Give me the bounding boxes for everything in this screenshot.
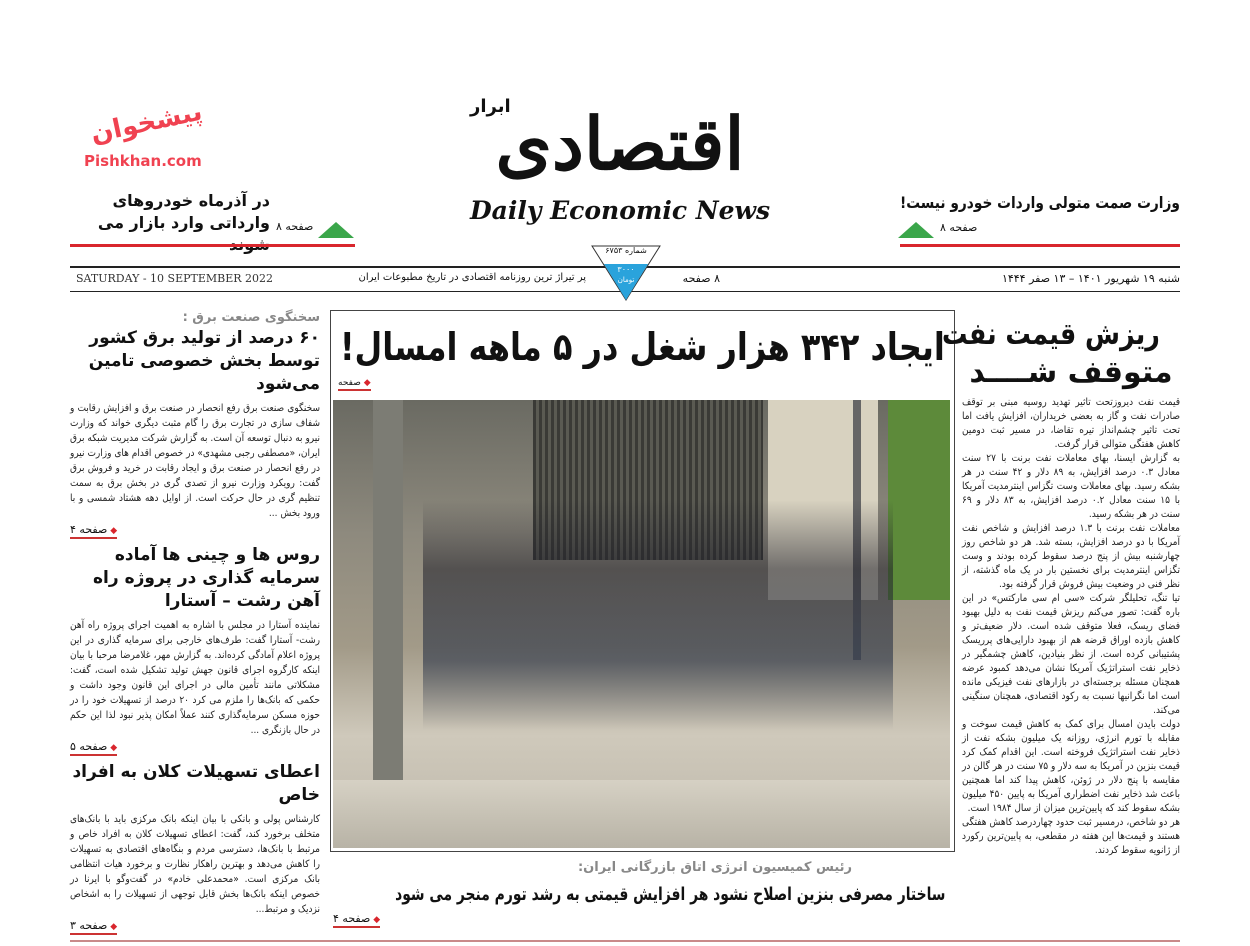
page-link[interactable]: ◆ صفحه ۵ (70, 740, 117, 756)
teaser-right-wrap (900, 192, 1180, 214)
page-link[interactable]: ◆ صفحه ۳ (70, 919, 117, 935)
page-link[interactable]: ◆ صفحه ۴ (70, 523, 117, 539)
triangle-icon (898, 222, 934, 238)
oil-article-body (962, 396, 1180, 858)
headline[interactable]: اعطای تسهیلات کلان به افراد خاص (72, 762, 320, 805)
paragraph: دولت بایدن امسال برای کمک به کاهش قیمت سوخت و مقابله با تورم انرژی، روزانه یک میلیون بشکه نفت از ذخایر نفت استراتژیک فروخته است. این اقدام کمک کرد قیمت بنزین در آمریکا به سه دلار و ۷۵ سنت در هر گالن در مقایسه با پنج دلار در ژوئن، کاهش پیدا کند اما همچنین باعث شد ذخایر نفت اضطراری آمریکا به پایین ۴۵۰ میلیون بشکه سقوط کند که پایین‌ترین میزان از سال ۱۹۸۴ است. (962, 719, 1180, 814)
page-count: ۸ صفحه (682, 272, 720, 285)
teaser-left-title[interactable]: در آذرماه خودروهای وارداتی وارد بازار می (97, 191, 270, 232)
page-link[interactable]: ◆ صفحه (338, 378, 371, 391)
tagline: پر تیراژ ترین روزنامه اقتصادی در تاریخ مطبوعات ایران (358, 272, 586, 283)
headline-line: ریزش قیمت نفت (942, 317, 1160, 352)
issue-number: شماره ۶۷۵۳ (605, 246, 647, 255)
page-link[interactable]: ◆ صفحه ۴ (333, 912, 380, 928)
date-persian: شنبه ۱۹ شهریور ۱۴۰۱ – ۱۳ صفر ۱۴۴۴ (1001, 272, 1180, 285)
headline[interactable]: ۶۰ درصد از تولید برق کشور توسط بخش خصوصی تامین می‌شود (88, 328, 320, 394)
issue-currency: تومان (617, 276, 635, 284)
bottom-kicker: رئیس کمیسیون انرژی اتاق بازرگانی ایران: (577, 860, 853, 875)
bottom-rule (70, 940, 1180, 942)
left-column (70, 310, 320, 935)
paragraph: معاملات نفت برنت با ۱.۳ درصد افزایش و شاخص نفت آمریکا با دو درصد افزایش، بسته شد. هر دو شاخص روز چهارشنبه بیش از پنج درصد سقوط کرده بودند و وست تگزاس اینترمدیت برای نخستین بار در یک ماه گذشته، از نظر فنی در وضعیت بیش فروش قرار گرفته بود. (962, 523, 1180, 590)
watermark-logo: پیشخوان (88, 96, 205, 150)
paragraph: هر دو شاخص، درمسیر ثبت حدود چهاردرصد کاهش هفتگی هستند و قیمت‌ها این هفته در مقطعی، به پایین‌ترین رکورد از ژانویه سقوط کردند. (962, 817, 1180, 856)
article-body: کارشناس پولی و بانکی با بیان اینکه بانک مرکزی باید با بانک‌های متخلف برخورد کند، گفت: اعطای تسهیلات کلان به افراد خاص و مرتبط با بانک‌ها، دسترسی مردم و بنگاه‌های اقتصادی به تسهیلات را کاهش می‌دهد و بهترین راهکار نظارت و برخورد هیات انتظامی بانک مرکزی است. «محمدعلی خادم» در گفت‌وگو با ایرنا در خصوص اینکه بانک‌ها بخش قابل توجهی از تسهیلات را به اشخاص نزدیک و مرتبط... (70, 814, 320, 915)
article-railway (70, 544, 320, 756)
main-photo (333, 400, 950, 848)
teaser-left-page: صفحه ۸ (276, 220, 314, 233)
headline-line-wrap (962, 354, 1180, 392)
paragraph: تیا تنگ، تحلیلگر شرکت «سی ام سی مارکتس» در این باره گفت: تصور می‌کنم ریزش قیمت نفت به دلیل بهبود فضای ریسک، فعلا متوقف شده است. دلار ضعیف‌تر و کاهش بازده اوراق قرضه هم از بهبود دارایی‌های پرریسک پشتیبانی کرده است. از نظر بنیادین، کاهش چشمگیر در ذخایر نفت استراتژیک آمریکا نشان می‌دهد کمبود عرضه همچنان مسئله برجسته‌ای در بازارهای نفت فیزیکی مانده است اما نگرانیها نسبت به رکود اقتصادی، همچنان سنگینی می‌کند. (962, 593, 1180, 716)
article-body: سخنگوی صنعت برق رفع انحصار در صنعت برق و افزایش رقابت و شفاف سازی در تجارت برق را گام مثبت دیگری خواند که وزارت نیرو به دنبال توسعه آن است. به گزارش شرکت مدیریت شبکه برق ایران، «مصطفی رجبی مشهدی» در خصوص اقدام های وزارت نیرو در رفع انحصار در صنعت برق و ایجاد رقابت در خرید و فروش برق گفت: رویکرد وزارت نیرو از تصدی گری در بخش برق به سمت تنظیم گری در حال حرکت است. از اوایل دهه هشتاد شمسی و با ورود بخش ... (70, 403, 320, 519)
teaser-right-title[interactable]: وزارت صمت متولی واردات خودرو نیست! (900, 193, 1180, 212)
article-loans (70, 761, 320, 935)
oil-headline[interactable] (942, 316, 1180, 392)
date-english: SATURDAY - 10 SEPTEMBER 2022 (76, 272, 274, 285)
article-electricity (70, 310, 320, 539)
divider (900, 244, 1180, 247)
triangle-icon (318, 222, 354, 238)
masthead-english: Daily Economic News (470, 196, 771, 225)
watermark-url: Pishkhan.com (84, 152, 202, 170)
paragraph: قیمت نفت دیروزتحت تاثیر تهدید روسیه مبنی بر توقف صادرات نفت و گاز به بعضی خریداران، افزایش یافت اما تحت تاثیر چشم‌انداز تیره تقاضا، در مسیر ثبت دومین کاهش هفتگی متوالی قرار گرفت. (962, 397, 1180, 450)
kicker: سخنگوی صنعت برق : (182, 310, 320, 325)
main-headline-wrap (340, 322, 945, 372)
article-body: نماینده آستارا در مجلس با اشاره به اهمیت اجرای پروژه راه آهن رشت- آستارا گفت: طرف‌های خارجی برای سرمایه گذاری در این پروژه اعلام آمادگی کرده‌اند. به گزارش مهر، غلامرضا مرحبا با بیان اینکه کارگروه اجرای قانون جهش تولید تشکیل شده است، گفت: مشکلاتی مانند تأمین مالی در اجرای این قانون وجود داشت و حکمی که بانک‌ها را ملزم می کرد ۲۰ درصد از تسهیلات خود را در حوزه مسکن سرمایه‌گذاری کنند عملاً امکان پذیر نبود لذا این حکم در حال بازنگری ... (70, 620, 320, 736)
masthead-subtitle: ابرار (470, 96, 511, 117)
bottom-headline-wrap (395, 882, 945, 908)
headline-line: متوقف شــــد (969, 355, 1173, 390)
headline-line-wrap (942, 316, 1180, 354)
masthead-english-wrap (470, 196, 770, 226)
paragraph: به گزارش ایسنا، بهای معاملات نفت برنت با ۲۷ سنت معادل ۰.۳ درصد افزایش، به ۸۹ دلار و ۴۲ سنت در هر بشکه رسید. بهای معاملات وست تگزاس اینترمدیت آمریکا با ۱۵ سنت معادل ۰.۲ درصد افزایش، به ۸۳ دلار و ۶۹ سنت در هر بشکه رسید. (962, 453, 1180, 520)
masthead-logo: اقتصادی (495, 101, 745, 186)
divider (70, 244, 355, 247)
bottom-headline[interactable]: ساختار مصرفی بنزین اصلاح نشود هر افزایش قیمتی به رشد تورم منجر می شود (394, 884, 945, 905)
main-headline[interactable]: ایجاد ۳۴۲ هزار شغل در ۵ ماهه امسال! (340, 325, 945, 369)
headline[interactable]: روس ها و چینی ها آماده سرمایه گذاری در پروژه راه آهن رشت – آستارا (93, 545, 320, 611)
issue-price: ۳۰۰۰ (617, 265, 635, 274)
teaser-right-page: صفحه ۸ (940, 221, 978, 234)
tagline-wrap (330, 272, 586, 283)
